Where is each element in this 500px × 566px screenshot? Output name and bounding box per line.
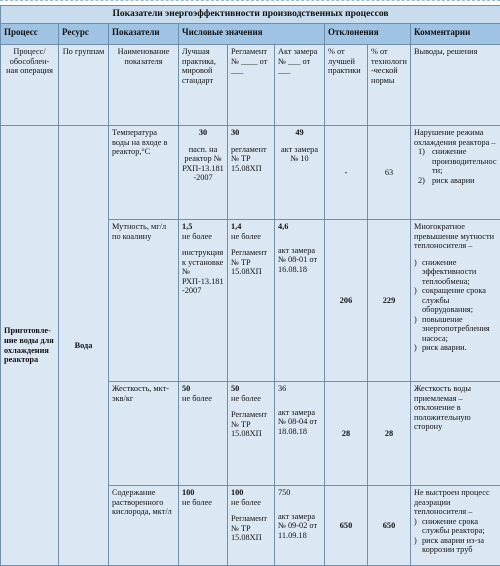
sub-indicator: Наименование показателя: [109, 45, 179, 126]
sub-process: Процесс/ обособлен-ная операция: [1, 45, 59, 126]
comment-item: ) риск аварии из-за коррозии труб: [414, 536, 497, 555]
best-cell: [179, 486, 228, 566]
comment-item: ) риск аварии.: [414, 343, 497, 353]
best-value: 1,5: [182, 222, 224, 232]
reg-note: не более: [231, 498, 261, 507]
reg-note: регламент № ТР 15.08ХП: [231, 145, 267, 173]
energy-table-wrapper: [0, 5, 500, 566]
reg-value: 30: [231, 128, 271, 138]
comment-head: Многократное превышение мутности теплоносителя –: [414, 222, 494, 250]
sub-dev-best: % от лучшей практики: [325, 45, 368, 126]
act-note: акт замера № 10: [281, 145, 318, 164]
energy-efficiency-table: [0, 5, 500, 566]
comment-item: 1) снижение производительности;: [414, 147, 497, 176]
header-comments: Комментарии: [411, 24, 500, 45]
header-row: [1, 24, 500, 45]
header-process: Процесс: [1, 24, 59, 45]
best-value: 100: [182, 488, 224, 498]
act-value: 49: [278, 128, 321, 138]
act-cell: [275, 382, 325, 486]
act-cell: [275, 220, 325, 382]
indicator-cell: Мутность, мг/л по коалину: [109, 220, 179, 382]
header-deviations: Отклонения: [325, 24, 411, 45]
header-indicators: Показатели: [109, 24, 179, 45]
process-name: Приготовле-ние воды для охлаждения реактора: [1, 126, 59, 566]
header-resource: Ресурс: [59, 24, 109, 45]
table-row: [1, 126, 500, 220]
reg-value: 1,4: [231, 222, 271, 232]
comment-head: Нарушение режима охлаждения реактора –: [414, 128, 496, 147]
best-note: инструкция к установке № РХП-13.181-2007: [182, 248, 224, 295]
act-cell: [275, 126, 325, 220]
reg-note: не более: [231, 394, 261, 403]
indicator-cell: Содержание растворенного кислорода, мкт/л: [109, 486, 179, 566]
table-title: Показатели энергоэффективности производственных процессов: [1, 6, 500, 24]
best-cell: [179, 126, 228, 220]
indicator-cell: Температура воды на входе в реактор,°C: [109, 126, 179, 220]
best-cell: [179, 382, 228, 486]
comment-cell: [411, 486, 500, 566]
sub-conclusions: Выводы, решения: [411, 45, 500, 126]
comment-head: Не выстроен процесс деаэрации теплоносителя –: [414, 488, 490, 516]
best-cell: [179, 220, 228, 382]
reg-cell: [228, 126, 275, 220]
best-value: 30: [182, 128, 224, 138]
reg-cell: [228, 220, 275, 382]
reg-note: Регламент № ТР 15.08ХП: [231, 410, 267, 438]
reg-note: не более: [231, 232, 261, 241]
indicator-cell: Жесткость, мкт-экв/кг: [109, 382, 179, 486]
best-note: не более: [182, 232, 212, 241]
reg-cell: [228, 382, 275, 486]
sub-act: Акт замера № ___ от ___: [275, 45, 325, 126]
resource-name: Вода: [59, 126, 109, 566]
reg-value: 50: [231, 384, 271, 394]
reg-value: 100: [231, 488, 271, 498]
comment-list: [414, 147, 497, 185]
sub-dev-norm: % от технологи-ческой нормы: [368, 45, 411, 126]
header-numeric: Числовые значения: [179, 24, 325, 45]
comment-item: ) повышение энергопотребления насоса;: [414, 315, 497, 344]
act-cell: [275, 486, 325, 566]
comment-cell: Жесткость воды приемлемая – отклонение в положительную сторону: [411, 382, 500, 486]
subheader-row: [1, 45, 500, 126]
act-value: 4,6: [278, 222, 321, 232]
act-note: акт замера № 09-02 от 11.09.18: [278, 512, 317, 540]
comment-cell: [411, 126, 500, 220]
comment-item: ) снижение эффективности теплообмена;: [414, 258, 497, 287]
best-note: не более: [182, 394, 212, 403]
comment-item: ) снижение срока службы реактора;: [414, 517, 497, 536]
comment-cell: [411, 220, 500, 382]
sub-reg: Регламент № ____ от ___: [228, 45, 275, 126]
title-row: [1, 6, 500, 24]
reg-note: Регламент № ТР 15.08ХП: [231, 514, 267, 542]
act-value: 36: [278, 384, 321, 394]
dev-norm-cell: 63: [368, 126, 411, 220]
best-note: пасп. на реактор № РХП-13.181-2007: [182, 145, 224, 183]
dev-best-cell: 28: [325, 382, 368, 486]
dev-best-cell: 650: [325, 486, 368, 566]
dev-best-cell: 206: [325, 220, 368, 382]
comment-item: 2) риск аварии: [414, 176, 497, 186]
act-value: 750: [278, 488, 321, 498]
dev-norm-cell: 229: [368, 220, 411, 382]
dev-best-cell: -: [325, 126, 368, 220]
act-note: акт замера № 08-04 от 18.08.18: [278, 408, 317, 436]
sub-resource: По группам: [59, 45, 109, 126]
comment-item: ) сокращение срока службы оборудования;: [414, 286, 497, 315]
best-value: 50: [182, 384, 224, 394]
sub-best: Лучшая практика, мировой стандарт: [179, 45, 228, 126]
reg-cell: [228, 486, 275, 566]
comment-list: [414, 517, 497, 555]
reg-note: Регламент № ТР 15.08ХП: [231, 248, 267, 276]
act-note: акт замера № 08-01 от 16.08.18: [278, 246, 317, 274]
comment-list: [414, 258, 497, 353]
dev-norm-cell: 650: [368, 486, 411, 566]
best-note: не более: [182, 498, 212, 507]
dev-norm-cell: 28: [368, 382, 411, 486]
